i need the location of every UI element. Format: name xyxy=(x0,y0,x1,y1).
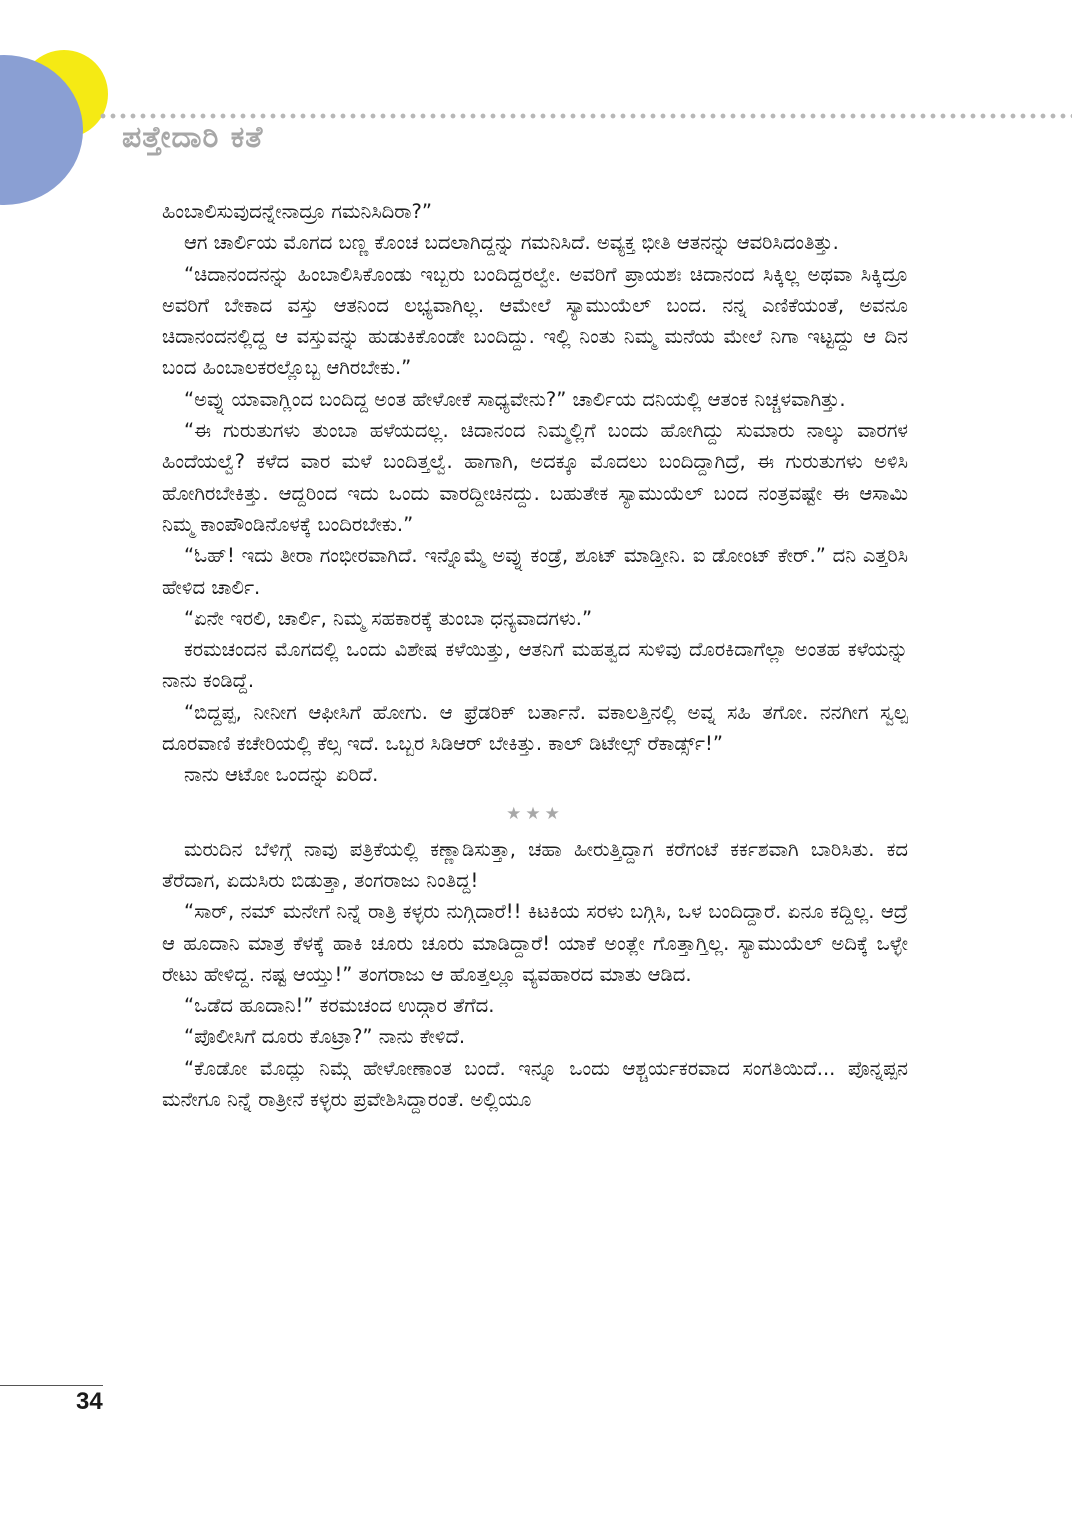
paragraph: “ಬಿದ್ದಪ್ಪ, ನೀನೀಗ ಆಫೀಸಿಗೆ ಹೋಗು. ಆ ಫ್ರೆಡರಿಕ್ ಬರ್ತಾನೆ. ವಕಾಲತ್ತಿನಲ್ಲಿ ಅವ್ನ ಸಹಿ ತಗೋ. ನನಗೀಗ ಸ್ವಲ್ಪ ದೂರವಾಣಿ ಕಚೇರಿಯಲ್ಲಿ ಕೆಲ್ಸ ಇದೆ. ಒಬ್ಬರ ಸಿಡಿಆರ್ ಬೇಕಿತ್ತು. ಕಾಲ್ ಡಿಟೇಲ್ಸ್ ರೆಕಾರ್ಡ್ಸ್!” xyxy=(162,700,908,756)
section-title: ಪತ್ತೇದಾರಿ ಕತೆ xyxy=(122,120,264,155)
footer-rule xyxy=(0,1385,103,1386)
paragraph: ಹಿಂಬಾಲಿಸುವುದನ್ನೇನಾದ್ರೂ ಗಮನಿಸಿದಿರಾ?” xyxy=(162,200,432,223)
paragraph: “ಸಾರ್, ನಮ್ ಮನೇಗೆ ನಿನ್ನೆ ರಾತ್ರಿ ಕಳ್ಳರು ನುಗ್ಗಿದಾರೆ!! ಕಿಟಕಿಯ ಸರಳು ಬಗ್ಗಿಸಿ, ಒಳ ಬಂದಿದ್ದಾರೆ. ಏನೂ ಕದ್ದಿಲ್ಲ. ಆದ್ರೆ ಆ ಹೂದಾನಿ ಮಾತ್ರ ಕೆಳಕ್ಕೆ ಹಾಕಿ ಚೂರು ಚೂರು ಮಾಡಿದ್ದಾರೆ! ಯಾಕೆ ಅಂತ್ಲೇ ಗೊತ್ತಾಗ್ತಿಲ್ಲ. ಸ್ಯಾಮುಯೆಲ್ ಅದಿಕ್ಕೆ ಒಳ್ಳೇ ರೇಟು ಹೇಳಿದ್ದ. ನಷ್ಟ ಆಯ್ತು!” ತಂಗರಾಜು ಆ ಹೊತ್ತಲ್ಲೂ ವ್ಯವಹಾರದ ಮಾತು ಆಡಿದ. xyxy=(162,900,908,986)
paragraph: “ಏನೇ ಇರಲಿ, ಚಾರ್ಲಿ, ನಿಮ್ಮ ಸಹಕಾರಕ್ಕೆ ತುಂಬಾ ಧನ್ಯವಾದಗಳು.” xyxy=(184,606,593,630)
paragraph: “ಓಹ್! ಇದು ತೀರಾ ಗಂಭೀರವಾಗಿದೆ. ಇನ್ನೊಮ್ಮೆ ಅವ್ನು ಕಂಡ್ರೆ, ಶೂಟ್ ಮಾಡ್ತೀನಿ. ಐ ಡೋಂಟ್ ಕೇರ್.” ದನಿ ಎತ್ತರಿಸಿ ಹೇಳಿದ ಚಾರ್ಲಿ. xyxy=(162,544,908,599)
paragraph: “ಚಿದಾನಂದನನ್ನು ಹಿಂಬಾಲಿಸಿಕೊಂಡು ಇಬ್ಬರು ಬಂದಿದ್ದರಲ್ವೇ. ಅವರಿಗೆ ಪ್ರಾಯಶಃ ಚಿದಾನಂದ ಸಿಕ್ಕಿಲ್ಲ ಅಥವಾ ಸಿಕ್ಕಿದ್ರೂ ಅವರಿಗೆ ಬೇಕಾದ ವಸ್ತು ಆತನಿಂದ ಲಭ್ಯವಾಗಿಲ್ಲ. ಆಮೇಲೆ ಸ್ಯಾಮುಯೆಲ್ ಬಂದ. ನನ್ನ ಎಣಿಕೆಯಂತೆ, ಅವನೂ ಚಿದಾನಂದನಲ್ಲಿದ್ದ ಆ ವಸ್ತುವನ್ನು ಹುಡುಕಿಕೊಂಡೇ ಬಂದಿದ್ದು. ಇಲ್ಲಿ ನಿಂತು ನಿಮ್ಮ ಮನೆಯ ಮೇಲೆ ನಿಗಾ ಇಟ್ಟದ್ದು ಆ ದಿನ ಬಂದ ಹಿಂಬಾಲಕರಲ್ಲೊಬ್ಬ ಆಗಿರಬೇಕು.” xyxy=(162,262,908,380)
paragraph: ನಾನು ಆಟೋ ಒಂದನ್ನು ಏರಿದೆ. xyxy=(184,763,379,787)
paragraph: ಆಗ ಚಾರ್ಲಿಯ ಮೊಗದ ಬಣ್ಣ ಕೊಂಚ ಬದಲಾಗಿದ್ದನ್ನು ಗಮನಿಸಿದೆ. ಅವ್ಯಕ್ತ ಭೀತಿ ಆತನನ್ನು ಆವರಿಸಿದಂತಿತ್ತು. xyxy=(184,231,839,255)
paragraph: ಕರಮಚಂದನ ಮೊಗದಲ್ಲಿ ಒಂದು ವಿಶೇಷ ಕಳೆಯಿತ್ತು, ಆತನಿಗೆ ಮಹತ್ವದ ಸುಳಿವು ದೊರಕಿದಾಗೆಲ್ಲಾ ಅಂತಹ ಕಳೆಯನ್ನು ನಾನು ಕಂಡಿದ್ದೆ. xyxy=(162,638,908,693)
page-number: 34 xyxy=(76,1388,103,1415)
paragraph: “ಒಡೆದ ಹೂದಾನಿ!” ಕರಮಚಂದ ಉದ್ಗಾರ ತೆಗೆದ. xyxy=(184,994,495,1018)
paragraph: “ಅವ್ನು ಯಾವಾಗ್ಲಿಂದ ಬಂದಿದ್ದ ಅಂತ ಹೇಳೋಕೆ ಸಾಧ್ಯವೇನು?” ಚಾರ್ಲಿಯ ದನಿಯಲ್ಲಿ ಆತಂಕ ನಿಚ್ಚಳವಾಗಿತ್ತು. xyxy=(184,387,846,411)
dotted-header-rule xyxy=(98,112,1072,120)
paragraph: “ಕೊಡೋ ಮೊದ್ಲು ನಿಮ್ಗೆ ಹೇಳೋಣಾಂತ ಬಂದೆ. ಇನ್ನೂ ಒಂದು ಆಶ್ಚರ್ಯಕರವಾದ ಸಂಗತಿಯಿದೆ... ಪೊನ್ನಪ್ಪನ ಮನೇಗೂ ನಿನ್ನೆ ರಾತ್ರೀನೆ ಕಳ್ಳರು ಪ್ರವೇಶಿಸಿದ್ದಾರಂತೆ. ಅಲ್ಲಿಯೂ xyxy=(162,1056,908,1112)
paragraph: “ಈ ಗುರುತುಗಳು ತುಂಬಾ ಹಳೆಯದಲ್ಲ. ಚಿದಾನಂದ ನಿಮ್ಮಲ್ಲಿಗೆ ಬಂದು ಹೋಗಿದ್ದು ಸುಮಾರು ನಾಲ್ಕು ವಾರಗಳ ಹಿಂದೆಯಲ್ವೆ? ಕಳೆದ ವಾರ ಮಳೆ ಬಂದಿತ್ತಲ್ವೆ. ಹಾಗಾಗಿ, ಅದಕ್ಕೂ ಮೊದಲು ಬಂದಿದ್ದಾಗಿದ್ರೆ, ಈ ಗುರುತುಗಳು ಅಳಿಸಿ ಹೋಗಿರಬೇಕಿತ್ತು. ಆದ್ದರಿಂದ ಇದು ಒಂದು ವಾರದ್ದೀಚಿನದ್ದು. ಬಹುತೇಕ ಸ್ಯಾಮುಯೆಲ್ ಬಂದ ನಂತ್ರವಷ್ಟೇ ಈ ಆಸಾಮಿ ನಿಮ್ಮ ಕಾಂಪೌಂಡಿನೊಳಕ್ಕೆ ಬಂದಿರಬೇಕು.” xyxy=(162,419,908,536)
story-body xyxy=(162,196,908,1115)
scene-break-separator: ★★★ xyxy=(506,803,564,824)
paragraph: ಮರುದಿನ ಬೆಳಿಗ್ಗೆ ನಾವು ಪತ್ರಿಕೆಯಲ್ಲಿ ಕಣ್ಣಾಡಿಸುತ್ತಾ, ಚಹಾ ಹೀರುತ್ತಿದ್ದಾಗ ಕರೆಗಂಟೆ ಕರ್ಕಶವಾಗಿ ಬಾರಿಸಿತು. ಕದ ತೆರೆದಾಗ, ಏದುಸಿರು ಬಿಡುತ್ತಾ, ತಂಗರಾಜು ನಿಂತಿದ್ದ! xyxy=(162,837,908,892)
paragraph: “ಪೊಲೀಸಿಗೆ ದೂರು ಕೊಟ್ರಾ?” ನಾನು ಕೇಳಿದೆ. xyxy=(184,1025,466,1049)
